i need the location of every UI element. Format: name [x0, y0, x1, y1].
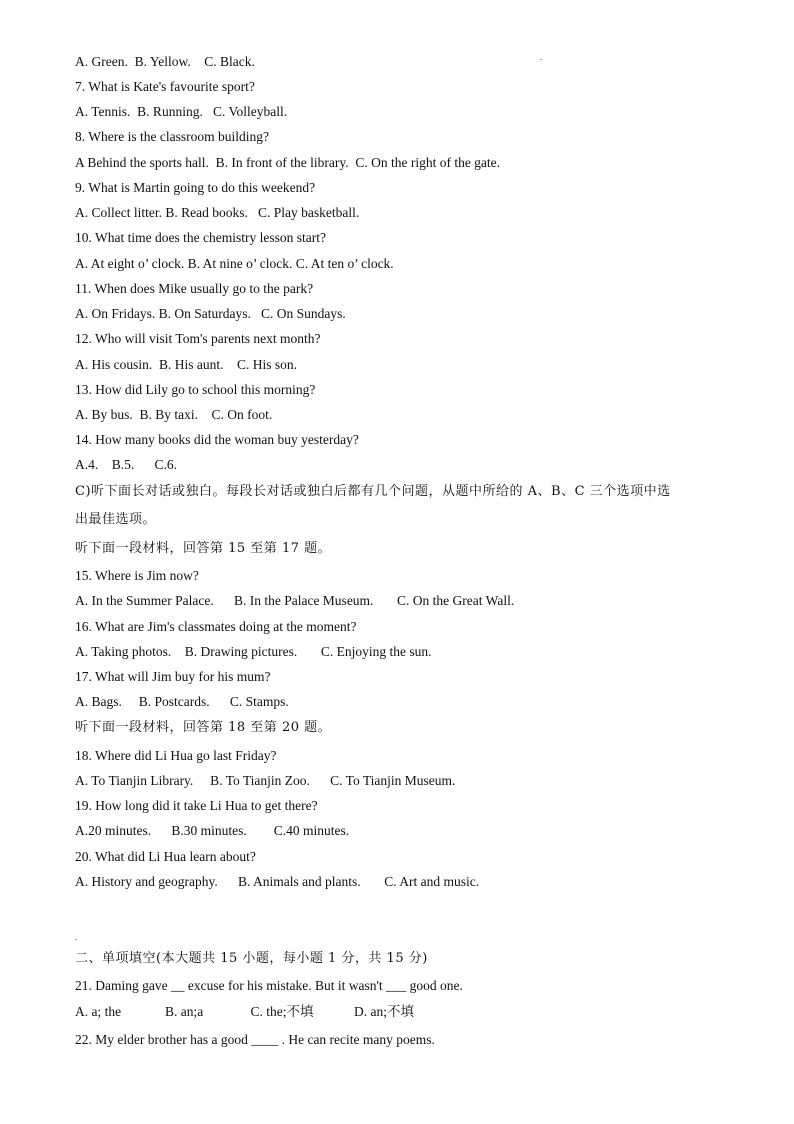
passage-instruction: 听下面一段材料，回答第 15 至第 17 题。: [75, 541, 332, 556]
text-line: 15. Where is Jim now?: [75, 568, 199, 583]
text-line: A. At eight o’ clock. B. At nine o’ clock. C. At ten o’ clock.: [75, 256, 394, 271]
text-line: 13. How did Lily go to school this morning?: [75, 382, 316, 397]
text-line: 19. How long did it take Li Hua to get there?: [75, 798, 318, 813]
scan-speck: [75, 939, 77, 940]
text-line: A. Taking photos. B. Drawing pictures. C. Enjoying the sun.: [75, 644, 432, 659]
text-line: A.20 minutes. B.30 minutes. C.40 minutes.: [75, 823, 350, 838]
text-line: A. a; the B. an;a C. the;不填 D. an;不填: [75, 1004, 414, 1019]
text-line: A. By bus. B. By taxi. C. On foot.: [75, 407, 273, 422]
text-line: A. Tennis. B. Running. C. Volleyball.: [75, 104, 288, 119]
text-line: 14. How many books did the woman buy yesterday?: [75, 432, 359, 447]
text-line: A.4. B.5. C.6.: [75, 457, 178, 472]
text-line: A. Bags. B. Postcards. C. Stamps.: [75, 694, 289, 709]
text-line: A. Green. B. Yellow. C. Black.: [75, 54, 255, 69]
passage-instruction: 听下面一段材料，回答第 18 至第 20 题。: [75, 720, 332, 735]
text-line: 11. When does Mike usually go to the park?: [75, 281, 314, 296]
text-line: 10. What time does the chemistry lesson start?: [75, 230, 326, 245]
text-line: A Behind the sports hall. B. In front of the library. C. On the right of the gate.: [75, 155, 501, 170]
text-line: 9. What is Martin going to do this weekend?: [75, 180, 316, 195]
text-line: 7. What is Kate's favourite sport?: [75, 79, 255, 94]
section-instruction: 出最佳选项。: [75, 512, 157, 527]
scan-speck: [540, 59, 542, 60]
text-line: A. His cousin. B. His aunt. C. His son.: [75, 357, 298, 372]
text-line: 20. What did Li Hua learn about?: [75, 849, 256, 864]
text-line: 21. Daming gave __ excuse for his mistake. But it wasn't ___ good one.: [75, 978, 463, 993]
section-instruction: C)听下面长对话或独白。每段长对话或独白后都有几个问题，从题中所给的 A、B、C 三个选项中选: [75, 484, 671, 499]
text-line: A. In the Summer Palace. B. In the Palace Museum. C. On the Great Wall.: [75, 593, 515, 608]
text-line: A. Collect litter. B. Read books. C. Play basketball.: [75, 205, 360, 220]
text-line: 16. What are Jim's classmates doing at the moment?: [75, 619, 357, 634]
section-heading: 二、单项填空(本大题共 15 小题，每小题 1 分，共 15 分): [75, 951, 428, 966]
text-line: A. History and geography. B. Animals and plants. C. Art and music.: [75, 874, 480, 889]
text-line: 17. What will Jim buy for his mum?: [75, 669, 271, 684]
text-line: 12. Who will visit Tom's parents next month?: [75, 331, 321, 346]
text-line: A. On Fridays. B. On Saturdays. C. On Sundays.: [75, 306, 346, 321]
text-line: 18. Where did Li Hua go last Friday?: [75, 748, 277, 763]
text-line: 8. Where is the classroom building?: [75, 129, 269, 144]
text-line: A. To Tianjin Library. B. To Tianjin Zoo. C. To Tianjin Museum.: [75, 773, 456, 788]
text-line: 22. My elder brother has a good ____ . He can recite many poems.: [75, 1032, 435, 1047]
